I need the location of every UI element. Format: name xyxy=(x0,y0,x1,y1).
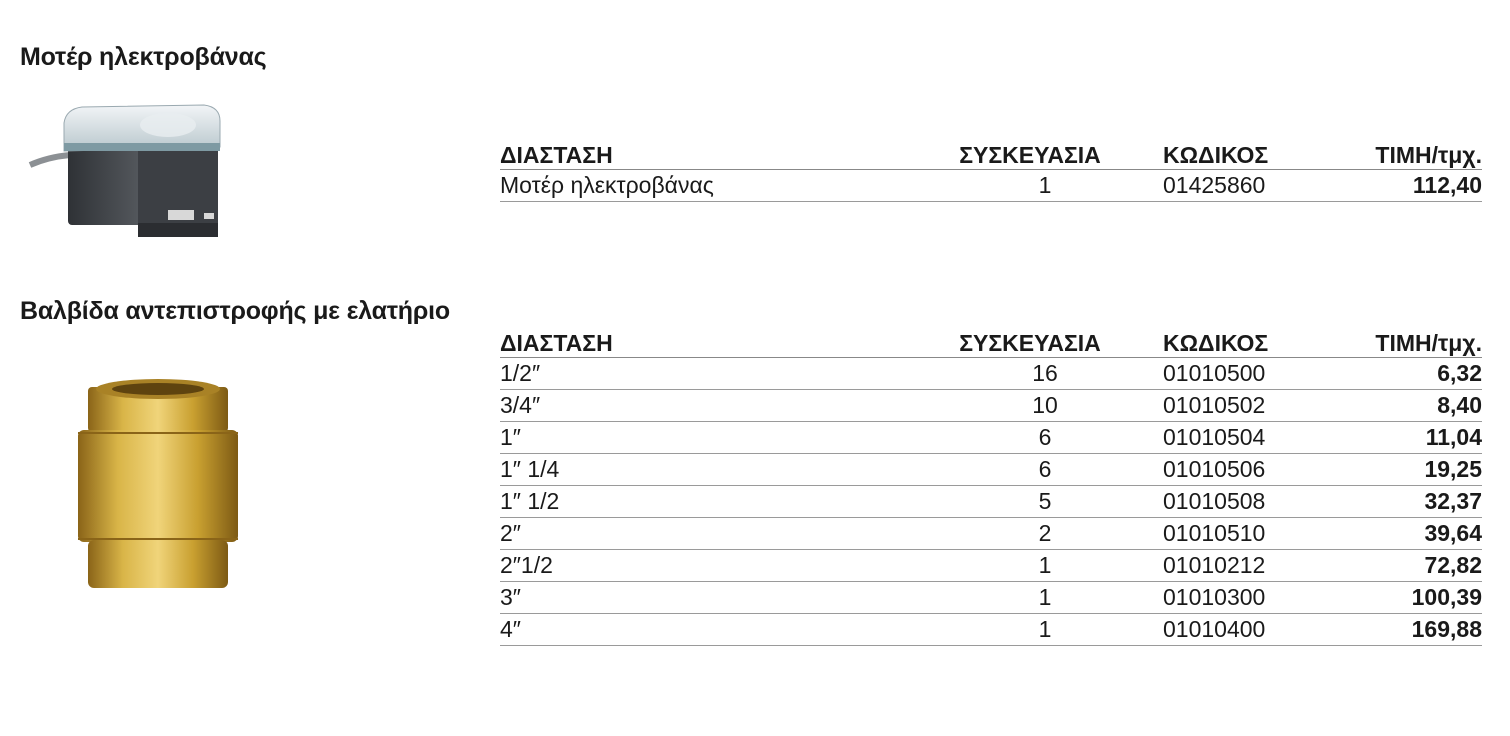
cell-package: 1 xyxy=(940,614,1120,646)
header-dimension: ΔΙΑΣΤΑΣΗ xyxy=(500,139,940,170)
cell-package: 10 xyxy=(940,390,1120,422)
header-price: ΤΙΜΗ/τμχ. xyxy=(1373,139,1482,170)
valve-motor-image xyxy=(28,95,238,245)
cell-code: 01010502 xyxy=(1120,390,1373,422)
cell-package: 5 xyxy=(940,486,1120,518)
cell-dimension: 1″ 1/4 xyxy=(500,454,940,486)
cell-package: 16 xyxy=(940,358,1120,390)
cell-price: 8,40 xyxy=(1373,390,1482,422)
motor-price-table xyxy=(500,139,1482,202)
cell-code: 01010506 xyxy=(1120,454,1373,486)
table-row xyxy=(500,390,1482,422)
cell-dimension: 3″ xyxy=(500,582,940,614)
cell-price: 72,82 xyxy=(1373,550,1482,582)
cell-price: 6,32 xyxy=(1373,358,1482,390)
section-title-motor: Μοτέρ ηλεκτροβάνας xyxy=(20,43,267,71)
cell-code: 01010508 xyxy=(1120,486,1373,518)
table-row xyxy=(500,582,1482,614)
header-dimension: ΔΙΑΣΤΑΣΗ xyxy=(500,327,940,358)
cell-price: 169,88 xyxy=(1373,614,1482,646)
cell-price: 11,04 xyxy=(1373,422,1482,454)
cell-code: 01425860 xyxy=(1120,170,1373,202)
header-price: ΤΙΜΗ/τμχ. xyxy=(1373,327,1482,358)
table-row xyxy=(500,614,1482,646)
table-header-row xyxy=(500,139,1482,170)
cell-dimension: 4″ xyxy=(500,614,940,646)
cell-dimension: Μοτέρ ηλεκτροβάνας xyxy=(500,170,940,202)
cell-code: 01010212 xyxy=(1120,550,1373,582)
cell-dimension: 3/4″ xyxy=(500,390,940,422)
cell-package: 1 xyxy=(940,582,1120,614)
cell-code: 01010504 xyxy=(1120,422,1373,454)
cell-package: 2 xyxy=(940,518,1120,550)
cell-price: 19,25 xyxy=(1373,454,1482,486)
cell-code: 01010400 xyxy=(1120,614,1373,646)
cell-package: 1 xyxy=(940,550,1120,582)
table-row xyxy=(500,358,1482,390)
cell-price: 112,40 xyxy=(1373,170,1482,202)
cell-code: 01010500 xyxy=(1120,358,1373,390)
cell-package: 6 xyxy=(940,454,1120,486)
table-row xyxy=(500,170,1482,202)
cell-price: 39,64 xyxy=(1373,518,1482,550)
table-row xyxy=(500,454,1482,486)
table-row xyxy=(500,486,1482,518)
cell-dimension: 1″ xyxy=(500,422,940,454)
cell-price: 32,37 xyxy=(1373,486,1482,518)
cell-dimension: 1″ 1/2 xyxy=(500,486,940,518)
cell-code: 01010300 xyxy=(1120,582,1373,614)
check-valve-image xyxy=(70,375,245,600)
cell-price: 100,39 xyxy=(1373,582,1482,614)
cell-dimension: 2″ xyxy=(500,518,940,550)
cell-dimension: 1/2″ xyxy=(500,358,940,390)
table-row xyxy=(500,550,1482,582)
table-header-row xyxy=(500,327,1482,358)
cell-package: 6 xyxy=(940,422,1120,454)
header-code: ΚΩΔΙΚΟΣ xyxy=(1120,139,1373,170)
cell-package: 1 xyxy=(940,170,1120,202)
table-row xyxy=(500,518,1482,550)
table-row xyxy=(500,422,1482,454)
check-valve-price-table xyxy=(500,327,1482,646)
section-title-check-valve: Βαλβίδα αντεπιστροφής με ελατήριο xyxy=(20,297,450,325)
header-package: ΣΥΣΚΕΥΑΣΙΑ xyxy=(940,139,1120,170)
cell-code: 01010510 xyxy=(1120,518,1373,550)
header-code: ΚΩΔΙΚΟΣ xyxy=(1120,327,1373,358)
header-package: ΣΥΣΚΕΥΑΣΙΑ xyxy=(940,327,1120,358)
cell-dimension: 2″1/2 xyxy=(500,550,940,582)
